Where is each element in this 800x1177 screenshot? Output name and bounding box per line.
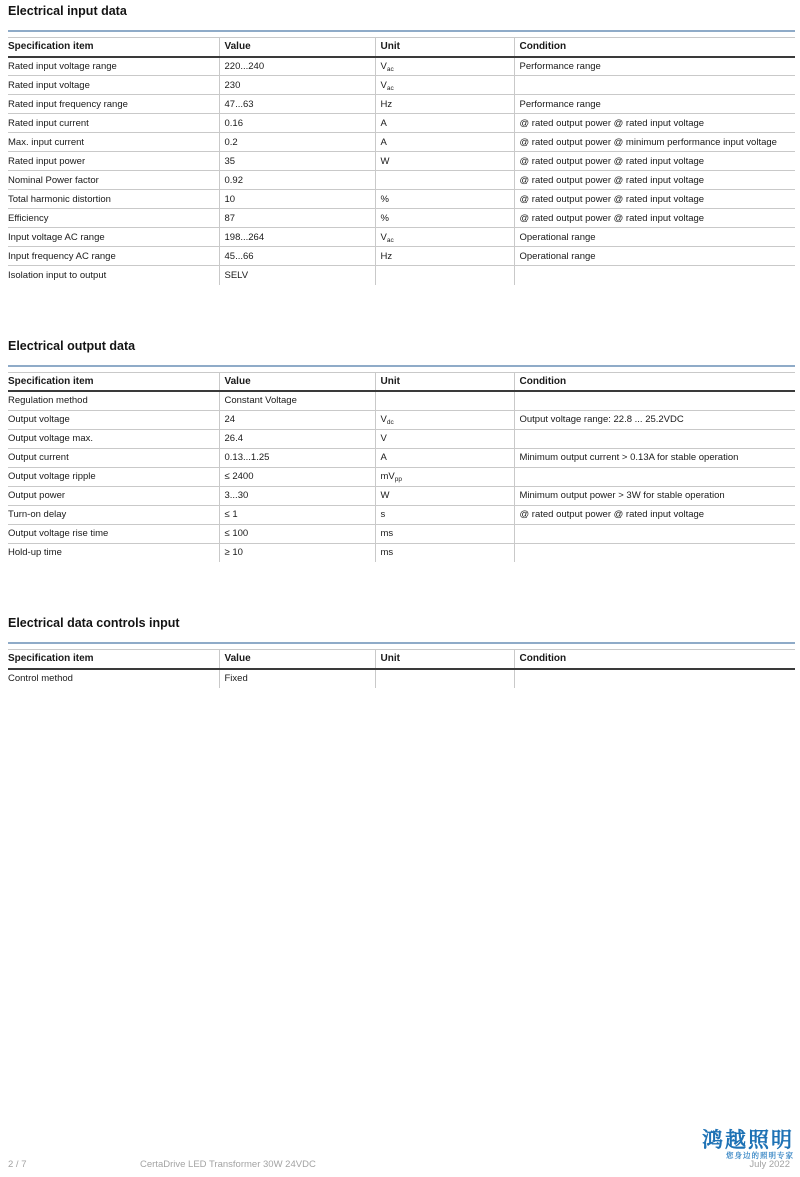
condition-cell (514, 524, 795, 543)
unit-cell (375, 669, 514, 688)
value-cell: 198...264 (219, 228, 375, 247)
value-cell: 0.13...1.25 (219, 448, 375, 467)
unit-base: ms (380, 528, 394, 539)
section-title: Electrical data controls input (8, 616, 180, 630)
unit-cell (375, 429, 514, 448)
unit-cell (375, 152, 514, 171)
document-title: CertaDrive LED Transformer 30W 24VDC (140, 1159, 316, 1170)
condition-cell (514, 429, 795, 448)
section-divider (8, 642, 795, 644)
unit-subscript: dc (386, 419, 394, 426)
unit-cell (375, 391, 514, 410)
value-cell: 26.4 (219, 429, 375, 448)
condition-cell: @ rated output power @ rated input voltage (514, 190, 795, 209)
unit-base: ms (380, 547, 394, 559)
value-cell: 0.92 (219, 171, 375, 190)
spec-item-cell: Input frequency AC range (8, 247, 219, 266)
unit-base: A (380, 136, 387, 148)
unit-subscript: ac (386, 65, 394, 73)
condition-cell: Output voltage range: 22.8 ... 25.2VDC (514, 410, 795, 429)
table-row (8, 410, 795, 429)
unit-base: % (380, 193, 389, 205)
condition-cell (514, 391, 795, 410)
spec-item-cell: Turn-on delay (8, 505, 219, 524)
column-header: Condition (514, 372, 795, 391)
table-row (8, 669, 795, 688)
spec-section (8, 4, 795, 285)
table-row (8, 247, 795, 266)
table-header-row (8, 372, 795, 391)
spec-item-cell: Output voltage ripple (8, 467, 219, 486)
value-cell: 87 (219, 209, 375, 228)
spec-item-cell: Rated input voltage (8, 76, 219, 95)
table-row (8, 524, 795, 543)
value-cell: Constant Voltage (219, 391, 375, 410)
table-row (8, 266, 795, 285)
table-row (8, 505, 795, 524)
table-row (8, 171, 795, 190)
unit-cell (375, 171, 514, 190)
column-header: Specification item (8, 372, 219, 391)
spec-item-cell: Output voltage max. (8, 429, 219, 448)
spec-item-cell: Nominal Power factor (8, 171, 219, 190)
section-title: Electrical input data (8, 4, 127, 18)
unit-cell (375, 76, 514, 95)
value-cell: 35 (219, 152, 375, 171)
unit-cell (375, 467, 514, 486)
unit-cell (375, 524, 514, 543)
unit-base: s (380, 509, 386, 520)
table-row (8, 429, 795, 448)
table-row (8, 486, 795, 505)
unit-base: V (380, 231, 387, 243)
condition-cell: Performance range (514, 95, 795, 114)
unit-base: Hz (380, 250, 393, 262)
table-row (8, 152, 795, 171)
value-cell: 220...240 (219, 57, 375, 76)
column-header: Unit (375, 372, 514, 391)
value-cell: ≥ 10 (219, 543, 375, 562)
unit-cell (375, 95, 514, 114)
spec-item-cell: Total harmonic distortion (8, 190, 219, 209)
unit-cell (375, 190, 514, 209)
condition-cell (514, 543, 795, 562)
section-divider (8, 365, 795, 367)
unit-cell (375, 505, 514, 524)
unit-subscript: pp (394, 476, 402, 483)
unit-base: V (380, 414, 387, 425)
spec-item-cell: Rated input voltage range (8, 57, 219, 76)
condition-cell: Performance range (514, 57, 795, 76)
column-header: Specification item (8, 650, 219, 669)
spec-item-cell: Output power (8, 486, 219, 505)
unit-cell (375, 448, 514, 467)
value-cell: 230 (219, 76, 375, 95)
condition-cell: @ rated output power @ rated input voltage (514, 209, 795, 228)
section-divider (8, 30, 795, 32)
spec-item-cell: Rated input current (8, 114, 219, 133)
unit-base: A (380, 117, 387, 129)
watermark-stamp (702, 1130, 794, 1160)
table-row (8, 95, 795, 114)
condition-cell: Minimum output current > 0.13A for stable operation (514, 448, 795, 467)
unit-cell (375, 543, 514, 562)
spec-item-cell: Isolation input to output (8, 269, 107, 281)
spec-item-cell: Rated input power (8, 152, 219, 171)
unit-cell (375, 247, 514, 266)
unit-cell (375, 486, 514, 505)
spec-table (8, 372, 795, 563)
table-row (8, 114, 795, 133)
spec-item-cell: Control method (8, 673, 73, 684)
spec-item-cell: Efficiency (8, 209, 219, 228)
condition-cell: @ rated output power @ rated input voltage (514, 171, 795, 190)
value-cell: 24 (219, 410, 375, 429)
unit-cell (375, 133, 514, 152)
unit-cell (375, 410, 514, 429)
value-cell: 10 (219, 190, 375, 209)
value-cell: ≤ 2400 (219, 467, 375, 486)
table-row (8, 209, 795, 228)
spec-item-cell: Output voltage (8, 410, 219, 429)
unit-base: W (380, 490, 390, 501)
unit-base: W (380, 155, 390, 167)
unit-base: A (380, 452, 387, 463)
condition-cell: @ rated output power @ minimum performance input voltage (514, 133, 795, 152)
table-row (8, 133, 795, 152)
column-header: Value (219, 38, 375, 57)
unit-subscript: ac (386, 236, 394, 244)
spec-item-cell: Hold-up time (8, 547, 62, 559)
column-header: Specification item (8, 38, 219, 57)
unit-base: V (380, 433, 387, 444)
condition-cell: Operational range (514, 247, 795, 266)
spec-section (8, 339, 795, 563)
table-row (8, 391, 795, 410)
value-cell: 45...66 (219, 247, 375, 266)
value-cell: 47...63 (219, 95, 375, 114)
table-row (8, 76, 795, 95)
value-cell: 3...30 (219, 486, 375, 505)
value-cell: SELV (219, 266, 375, 285)
spec-item-cell: Regulation method (8, 391, 219, 410)
column-header: Value (219, 650, 375, 669)
spec-item-cell: Output voltage rise time (8, 524, 219, 543)
spec-item-cell: Output current (8, 448, 219, 467)
table-row (8, 467, 795, 486)
column-header: Condition (514, 650, 795, 669)
unit-base: V (380, 79, 387, 91)
unit-cell (375, 57, 514, 76)
column-header: Value (219, 372, 375, 391)
spec-section (8, 616, 795, 688)
table-row (8, 57, 795, 76)
value-cell: ≤ 100 (219, 524, 375, 543)
spec-table (8, 649, 795, 688)
condition-cell: @ rated output power @ rated input voltage (514, 152, 795, 171)
condition-cell (514, 669, 795, 688)
spec-table (8, 37, 795, 285)
unit-cell (375, 266, 514, 285)
section-title: Electrical output data (8, 338, 136, 353)
table-header-row (8, 650, 795, 669)
column-header: Unit (375, 650, 514, 669)
table-row (8, 543, 795, 562)
condition-cell (514, 467, 795, 486)
unit-base: mV (380, 471, 395, 482)
table-row (8, 190, 795, 209)
column-header: Unit (375, 38, 514, 57)
value-cell: 0.2 (219, 133, 375, 152)
unit-base: Hz (380, 98, 393, 110)
column-header: Condition (514, 38, 795, 57)
value-cell: 0.16 (219, 114, 375, 133)
value-cell: Fixed (219, 669, 375, 688)
unit-base: V (380, 60, 387, 72)
unit-subscript: ac (386, 84, 394, 92)
watermark-brand-text: 鸿越照明 (702, 1129, 794, 1152)
condition-cell: @ rated output power @ rated input voltage (514, 114, 795, 133)
value-cell: ≤ 1 (219, 505, 375, 524)
spec-item-cell: Input voltage AC range (8, 228, 219, 247)
page-number: 2 / 7 (8, 1159, 27, 1170)
unit-cell (375, 114, 514, 133)
spec-item-cell: Rated input frequency range (8, 95, 219, 114)
unit-cell (375, 228, 514, 247)
watermark-tagline: 您身边的照明专家 (726, 1151, 794, 1160)
spec-item-cell: Max. input current (8, 133, 219, 152)
table-header-row (8, 38, 795, 57)
unit-base: % (380, 212, 389, 224)
table-row (8, 448, 795, 467)
condition-cell: Operational range (514, 228, 795, 247)
footer-date: July 2022 (749, 1159, 790, 1170)
condition-cell (514, 266, 795, 285)
condition-cell: @ rated output power @ rated input voltage (514, 505, 795, 524)
unit-cell (375, 209, 514, 228)
table-row (8, 228, 795, 247)
condition-cell (514, 76, 795, 95)
condition-cell: Minimum output power > 3W for stable operation (514, 486, 795, 505)
